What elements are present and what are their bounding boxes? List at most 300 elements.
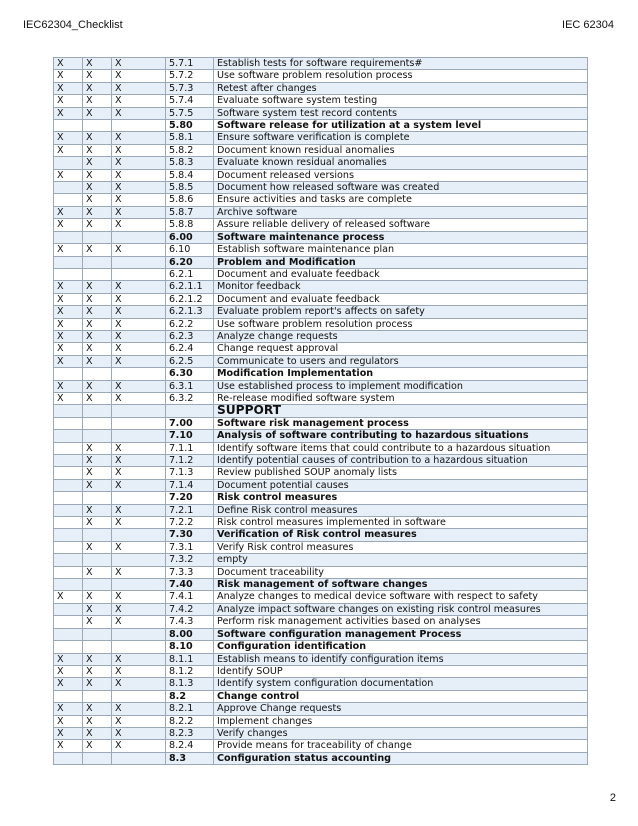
clause-number: 7.30 xyxy=(166,529,214,541)
requirement-text: Risk control measures xyxy=(214,492,588,504)
table-row xyxy=(54,380,588,392)
class-b-cell: X xyxy=(83,182,112,194)
table-row xyxy=(54,70,588,82)
requirement-text: Software risk management process xyxy=(214,417,588,429)
clause-number: 5.8.1 xyxy=(166,132,214,144)
class-a-cell: X xyxy=(54,678,83,690)
class-b-cell: X xyxy=(83,206,112,218)
clause-number: 7.1.3 xyxy=(166,467,214,479)
class-a-cell: X xyxy=(54,107,83,119)
table-row xyxy=(54,95,588,107)
requirement-text: Problem and Modification xyxy=(214,256,588,268)
clause-number: 5.7.2 xyxy=(166,70,214,82)
requirement-text: Archive software xyxy=(214,206,588,218)
class-c-cell: X xyxy=(112,70,166,82)
class-c-cell: X xyxy=(112,281,166,293)
table-row xyxy=(54,541,588,553)
clause-number: 8.10 xyxy=(166,641,214,653)
class-c-cell: X xyxy=(112,740,166,752)
clause-number: 6.00 xyxy=(166,231,214,243)
class-c-cell: X xyxy=(112,206,166,218)
table-row xyxy=(54,392,588,404)
table-row xyxy=(54,566,588,578)
class-a-cell xyxy=(54,579,83,591)
class-c-cell xyxy=(112,628,166,640)
class-b-cell: X xyxy=(83,169,112,181)
class-c-cell: X xyxy=(112,467,166,479)
class-c-cell: X xyxy=(112,343,166,355)
clause-number: 7.20 xyxy=(166,492,214,504)
table-row xyxy=(54,430,588,442)
clause-number: 5.7.3 xyxy=(166,82,214,94)
clause-number: 6.2.1.2 xyxy=(166,293,214,305)
class-c-cell: X xyxy=(112,603,166,615)
table-row xyxy=(54,740,588,752)
clause-number: 7.3.3 xyxy=(166,566,214,578)
class-b-cell: X xyxy=(83,380,112,392)
page-number: 2 xyxy=(609,792,616,804)
class-a-cell xyxy=(54,182,83,194)
requirement-text: Verify changes xyxy=(214,727,588,739)
requirement-text: Document known residual anomalies xyxy=(214,144,588,156)
class-b-cell: X xyxy=(83,219,112,231)
table-row xyxy=(54,529,588,541)
clause-number: 5.8.3 xyxy=(166,157,214,169)
class-c-cell xyxy=(112,752,166,764)
clause-number: 6.2.2 xyxy=(166,318,214,330)
clause-number: 7.40 xyxy=(166,579,214,591)
class-b-cell: X xyxy=(83,157,112,169)
clause-number: 8.1.3 xyxy=(166,678,214,690)
clause-number: 6.2.1.3 xyxy=(166,306,214,318)
class-b-cell xyxy=(83,268,112,280)
class-b-cell: X xyxy=(83,107,112,119)
requirement-text: Analyze changes to medical device software with respect to safety xyxy=(214,591,588,603)
clause-number: 5.8.4 xyxy=(166,169,214,181)
class-b-cell: X xyxy=(83,70,112,82)
requirement-text: Identify system configuration documentation xyxy=(214,678,588,690)
table-row xyxy=(54,157,588,169)
class-c-cell: X xyxy=(112,182,166,194)
class-a-cell xyxy=(54,628,83,640)
requirement-text: Retest after changes xyxy=(214,82,588,94)
table-row xyxy=(54,690,588,702)
class-b-cell xyxy=(83,641,112,653)
clause-number: 6.30 xyxy=(166,368,214,380)
class-a-cell: X xyxy=(54,70,83,82)
table-row xyxy=(54,703,588,715)
table-row xyxy=(54,727,588,739)
table-row xyxy=(54,219,588,231)
document-title: IEC62304_Checklist xyxy=(23,19,123,31)
class-a-cell: X xyxy=(54,219,83,231)
class-b-cell: X xyxy=(83,603,112,615)
class-a-cell: X xyxy=(54,132,83,144)
requirement-text: Ensure activities and tasks are complete xyxy=(214,194,588,206)
requirement-text: Provide means for traceability of change xyxy=(214,740,588,752)
clause-number: 7.4.2 xyxy=(166,603,214,615)
class-c-cell: X xyxy=(112,58,166,70)
clause-number: 8.2.4 xyxy=(166,740,214,752)
table-row xyxy=(54,293,588,305)
class-b-cell: X xyxy=(83,442,112,454)
class-a-cell xyxy=(54,616,83,628)
table-row xyxy=(54,182,588,194)
class-a-cell: X xyxy=(54,95,83,107)
table-row xyxy=(54,616,588,628)
requirement-text: Use software problem resolution process xyxy=(214,70,588,82)
class-c-cell: X xyxy=(112,517,166,529)
class-a-cell: X xyxy=(54,144,83,156)
clause-number: 8.2 xyxy=(166,690,214,702)
requirement-text: Use established process to implement modification xyxy=(214,380,588,392)
clause-number: 6.2.1 xyxy=(166,268,214,280)
clause-number: 5.7.4 xyxy=(166,95,214,107)
class-c-cell: X xyxy=(112,616,166,628)
class-a-cell: X xyxy=(54,330,83,342)
requirement-text: Implement changes xyxy=(214,715,588,727)
class-c-cell: X xyxy=(112,169,166,181)
requirement-text: Software maintenance process xyxy=(214,231,588,243)
class-a-cell xyxy=(54,641,83,653)
class-a-cell xyxy=(54,268,83,280)
class-b-cell: X xyxy=(83,244,112,256)
table-row xyxy=(54,281,588,293)
class-a-cell xyxy=(54,554,83,566)
class-b-cell: X xyxy=(83,330,112,342)
table-row xyxy=(54,58,588,70)
clause-number: 5.80 xyxy=(166,120,214,132)
clause-number: 7.4.3 xyxy=(166,616,214,628)
table-row xyxy=(54,120,588,132)
class-a-cell xyxy=(54,504,83,516)
class-c-cell: X xyxy=(112,653,166,665)
table-row xyxy=(54,306,588,318)
table-row xyxy=(54,144,588,156)
requirement-text: Modification Implementation xyxy=(214,368,588,380)
class-c-cell: X xyxy=(112,541,166,553)
class-b-cell xyxy=(83,492,112,504)
class-c-cell: X xyxy=(112,82,166,94)
class-b-cell: X xyxy=(83,95,112,107)
class-a-cell: X xyxy=(54,715,83,727)
requirement-text: SUPPORT xyxy=(214,405,588,417)
class-c-cell xyxy=(112,529,166,541)
requirement-text: Perform risk management activities based on analyses xyxy=(214,616,588,628)
class-a-cell xyxy=(54,479,83,491)
requirement-text: Document potential causes xyxy=(214,479,588,491)
requirement-text: Document and evaluate feedback xyxy=(214,268,588,280)
requirement-text: Change request approval xyxy=(214,343,588,355)
class-b-cell: X xyxy=(83,517,112,529)
standard-name: IEC 62304 xyxy=(562,19,614,31)
requirement-text: Software configuration management Process xyxy=(214,628,588,640)
class-c-cell xyxy=(112,554,166,566)
requirement-text: Verify Risk control measures xyxy=(214,541,588,553)
class-b-cell xyxy=(83,752,112,764)
class-c-cell xyxy=(112,579,166,591)
requirement-text: empty xyxy=(214,554,588,566)
requirement-text: Identify SOUP xyxy=(214,665,588,677)
class-c-cell: X xyxy=(112,144,166,156)
table-row xyxy=(54,132,588,144)
class-c-cell: X xyxy=(112,219,166,231)
table-row xyxy=(54,318,588,330)
class-c-cell xyxy=(112,268,166,280)
class-a-cell xyxy=(54,603,83,615)
table-row xyxy=(54,405,588,417)
class-b-cell xyxy=(83,554,112,566)
class-c-cell xyxy=(112,368,166,380)
clause-number: 7.1.4 xyxy=(166,479,214,491)
table-row xyxy=(54,355,588,367)
clause-number: 7.2.1 xyxy=(166,504,214,516)
clause-number: 6.2.4 xyxy=(166,343,214,355)
class-b-cell: X xyxy=(83,703,112,715)
class-a-cell xyxy=(54,690,83,702)
class-c-cell xyxy=(112,231,166,243)
class-a-cell: X xyxy=(54,392,83,404)
table-row xyxy=(54,244,588,256)
class-a-cell: X xyxy=(54,169,83,181)
class-a-cell xyxy=(54,256,83,268)
clause-number: 6.2.1.1 xyxy=(166,281,214,293)
requirement-text: Configuration identification xyxy=(214,641,588,653)
class-b-cell: X xyxy=(83,318,112,330)
class-b-cell: X xyxy=(83,479,112,491)
class-a-cell: X xyxy=(54,82,83,94)
class-a-cell: X xyxy=(54,665,83,677)
clause-number: 8.2.1 xyxy=(166,703,214,715)
clause-number: 7.2.2 xyxy=(166,517,214,529)
requirement-text: Document and evaluate feedback xyxy=(214,293,588,305)
requirement-text: Monitor feedback xyxy=(214,281,588,293)
class-a-cell: X xyxy=(54,306,83,318)
class-a-cell: X xyxy=(54,355,83,367)
class-b-cell xyxy=(83,430,112,442)
requirement-text: Identify software items that could contribute to a hazardous situation xyxy=(214,442,588,454)
class-c-cell: X xyxy=(112,318,166,330)
class-b-cell xyxy=(83,417,112,429)
clause-number: 7.1.1 xyxy=(166,442,214,454)
requirement-text: Establish software maintenance plan xyxy=(214,244,588,256)
requirement-text: Analysis of software contributing to hazardous situations xyxy=(214,430,588,442)
table-row xyxy=(54,455,588,467)
clause-number: 7.10 xyxy=(166,430,214,442)
requirement-text: Document released versions xyxy=(214,169,588,181)
class-b-cell: X xyxy=(83,343,112,355)
clause-number: 8.2.2 xyxy=(166,715,214,727)
requirement-text: Approve Change requests xyxy=(214,703,588,715)
class-a-cell: X xyxy=(54,244,83,256)
class-c-cell: X xyxy=(112,244,166,256)
class-b-cell xyxy=(83,256,112,268)
class-b-cell: X xyxy=(83,306,112,318)
table-row xyxy=(54,492,588,504)
class-a-cell xyxy=(54,529,83,541)
class-b-cell: X xyxy=(83,678,112,690)
table-row xyxy=(54,678,588,690)
class-a-cell xyxy=(54,430,83,442)
class-a-cell xyxy=(54,752,83,764)
table-row xyxy=(54,715,588,727)
class-b-cell: X xyxy=(83,281,112,293)
class-c-cell xyxy=(112,641,166,653)
class-a-cell: X xyxy=(54,281,83,293)
class-c-cell xyxy=(112,417,166,429)
requirement-text: Configuration status accounting xyxy=(214,752,588,764)
table-row xyxy=(54,169,588,181)
class-c-cell: X xyxy=(112,703,166,715)
requirement-text: Software system test record contents xyxy=(214,107,588,119)
table-row xyxy=(54,206,588,218)
requirement-text: Risk control measures implemented in software xyxy=(214,517,588,529)
requirement-text: Establish tests for software requirements# xyxy=(214,58,588,70)
class-c-cell: X xyxy=(112,678,166,690)
class-a-cell: X xyxy=(54,591,83,603)
class-a-cell xyxy=(54,157,83,169)
clause-number: 6.3.1 xyxy=(166,380,214,392)
class-c-cell: X xyxy=(112,306,166,318)
clause-number: 5.7.5 xyxy=(166,107,214,119)
table-row xyxy=(54,665,588,677)
class-b-cell: X xyxy=(83,566,112,578)
class-c-cell: X xyxy=(112,727,166,739)
class-b-cell: X xyxy=(83,82,112,94)
checklist-body xyxy=(54,58,588,765)
class-b-cell: X xyxy=(83,504,112,516)
class-a-cell: X xyxy=(54,727,83,739)
table-row xyxy=(54,256,588,268)
table-row xyxy=(54,467,588,479)
requirement-text: Software release for utilization at a system level xyxy=(214,120,588,132)
class-c-cell: X xyxy=(112,591,166,603)
table-row xyxy=(54,752,588,764)
clause-number: 6.2.3 xyxy=(166,330,214,342)
class-a-cell xyxy=(54,405,83,417)
requirement-text: Ensure software verification is complete xyxy=(214,132,588,144)
class-a-cell xyxy=(54,442,83,454)
table-row xyxy=(54,653,588,665)
clause-number: 5.8.7 xyxy=(166,206,214,218)
requirement-text: Document how released software was created xyxy=(214,182,588,194)
requirement-text: Evaluate software system testing xyxy=(214,95,588,107)
table-row xyxy=(54,579,588,591)
class-c-cell: X xyxy=(112,715,166,727)
class-a-cell: X xyxy=(54,318,83,330)
requirement-text: Review published SOUP anomaly lists xyxy=(214,467,588,479)
class-a-cell xyxy=(54,492,83,504)
class-c-cell: X xyxy=(112,455,166,467)
class-b-cell: X xyxy=(83,58,112,70)
table-row xyxy=(54,268,588,280)
clause-number: 5.8.2 xyxy=(166,144,214,156)
class-b-cell xyxy=(83,368,112,380)
requirement-text: Evaluate problem report's affects on safety xyxy=(214,306,588,318)
class-b-cell xyxy=(83,405,112,417)
class-a-cell xyxy=(54,566,83,578)
clause-number: 8.1.1 xyxy=(166,653,214,665)
table-row xyxy=(54,641,588,653)
table-row xyxy=(54,603,588,615)
table-row xyxy=(54,591,588,603)
requirement-text: Assure reliable delivery of released software xyxy=(214,219,588,231)
requirement-text: Risk management of software changes xyxy=(214,579,588,591)
class-a-cell: X xyxy=(54,343,83,355)
requirement-text: Analyze change requests xyxy=(214,330,588,342)
clause-number: 5.8.8 xyxy=(166,219,214,231)
clause-number: 7.1.2 xyxy=(166,455,214,467)
clause-number: 5.8.5 xyxy=(166,182,214,194)
class-a-cell xyxy=(54,368,83,380)
clause-number xyxy=(166,405,214,417)
requirement-text: Identify potential causes of contribution to a hazardous situation xyxy=(214,455,588,467)
requirement-text: Use software problem resolution process xyxy=(214,318,588,330)
class-b-cell: X xyxy=(83,591,112,603)
class-a-cell: X xyxy=(54,380,83,392)
class-a-cell: X xyxy=(54,653,83,665)
class-a-cell xyxy=(54,194,83,206)
class-a-cell: X xyxy=(54,293,83,305)
class-a-cell xyxy=(54,455,83,467)
class-c-cell: X xyxy=(112,566,166,578)
checklist-table xyxy=(53,57,588,765)
clause-number: 8.3 xyxy=(166,752,214,764)
class-c-cell: X xyxy=(112,392,166,404)
class-c-cell: X xyxy=(112,293,166,305)
class-a-cell: X xyxy=(54,703,83,715)
class-b-cell xyxy=(83,529,112,541)
class-b-cell xyxy=(83,120,112,132)
class-c-cell xyxy=(112,430,166,442)
class-a-cell xyxy=(54,517,83,529)
class-a-cell xyxy=(54,231,83,243)
class-c-cell: X xyxy=(112,107,166,119)
clause-number: 5.8.6 xyxy=(166,194,214,206)
class-b-cell: X xyxy=(83,144,112,156)
class-b-cell: X xyxy=(83,541,112,553)
table-row xyxy=(54,194,588,206)
clause-number: 8.1.2 xyxy=(166,665,214,677)
class-c-cell: X xyxy=(112,157,166,169)
class-a-cell xyxy=(54,120,83,132)
table-row xyxy=(54,628,588,640)
class-a-cell: X xyxy=(54,740,83,752)
class-b-cell: X xyxy=(83,132,112,144)
clause-number: 7.00 xyxy=(166,417,214,429)
class-c-cell: X xyxy=(112,665,166,677)
class-c-cell: X xyxy=(112,479,166,491)
class-c-cell: X xyxy=(112,355,166,367)
class-c-cell xyxy=(112,492,166,504)
table-row xyxy=(54,442,588,454)
table-row xyxy=(54,504,588,516)
clause-number: 6.2.5 xyxy=(166,355,214,367)
table-row xyxy=(54,343,588,355)
class-c-cell xyxy=(112,256,166,268)
clause-number: 7.4.1 xyxy=(166,591,214,603)
table-row xyxy=(54,368,588,380)
class-b-cell: X xyxy=(83,467,112,479)
table-row xyxy=(54,107,588,119)
class-b-cell: X xyxy=(83,740,112,752)
class-b-cell: X xyxy=(83,194,112,206)
class-b-cell xyxy=(83,690,112,702)
requirement-text: Communicate to users and regulators xyxy=(214,355,588,367)
class-a-cell xyxy=(54,541,83,553)
class-c-cell xyxy=(112,690,166,702)
table-row xyxy=(54,517,588,529)
